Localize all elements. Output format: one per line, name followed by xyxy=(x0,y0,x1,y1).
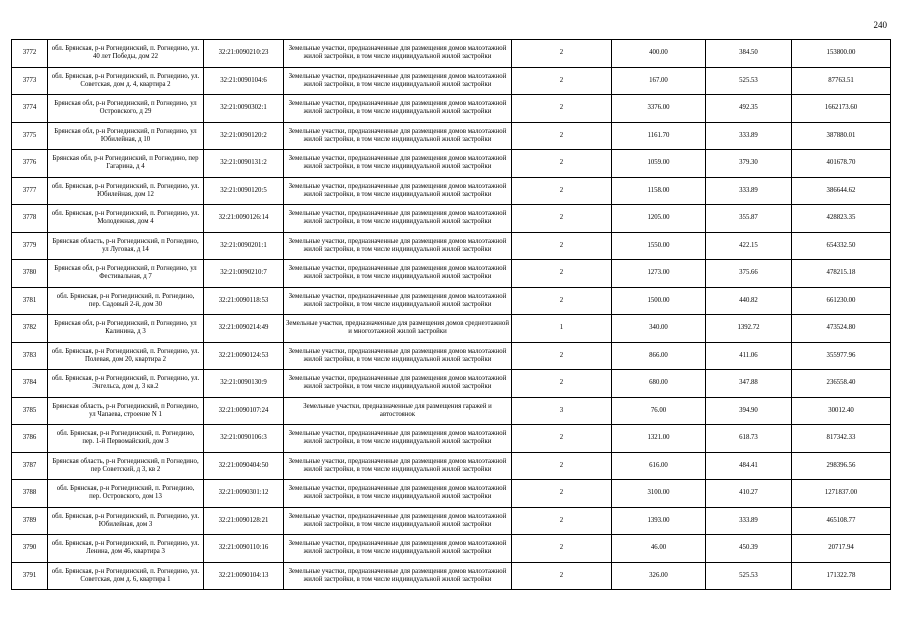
cadastral-number-cell: 32:21:0090302:1 xyxy=(204,95,284,123)
cadastral-number-cell: 32:21:0090128:21 xyxy=(204,507,284,535)
table-row xyxy=(12,480,891,508)
land-use-cell: Земельные участки, предназначенные для размещения домов малоэтажной жилой застройки, в том числе индивидуальной жилой застройки xyxy=(284,95,512,123)
address-cell: обл. Брянская, р-н Рогнединский, п. Рогнедино, ул. Советская, дом д. 4, квартира 2 xyxy=(48,67,204,95)
cadastral-value-cell: 478215.18 xyxy=(792,260,891,288)
cadastral-value-cell: 87763.51 xyxy=(792,67,891,95)
address-cell: обл. Брянская, р-н Рогнединский, п. Рогнедино, пер. 1-й Первомайский, дом 3 xyxy=(48,425,204,453)
land-use-cell: Земельные участки, предназначенные для размещения домов малоэтажной жилой застройки, в том числе индивидуальной жилой застройки xyxy=(284,232,512,260)
specific-value-cell: 525.53 xyxy=(706,67,792,95)
area-cell: 400.00 xyxy=(612,40,706,68)
group-cell: 2 xyxy=(512,150,612,178)
area-cell: 680.00 xyxy=(612,370,706,398)
land-use-cell: Земельные участки, предназначенные для размещения домов малоэтажной жилой застройки, в том числе индивидуальной жилой застройки xyxy=(284,177,512,205)
page-number: 240 xyxy=(873,20,887,30)
group-cell: 3 xyxy=(512,397,612,425)
table-row xyxy=(12,425,891,453)
group-cell: 2 xyxy=(512,342,612,370)
row-number-cell: 3774 xyxy=(12,95,48,123)
address-cell: обл. Брянская, р-н Рогнединский, п. Рогнедино, ул. Ленина, дом 46, квартира 3 xyxy=(48,535,204,563)
area-cell: 1321.00 xyxy=(612,425,706,453)
cadastral-number-cell: 32:21:0090210:7 xyxy=(204,260,284,288)
table-row xyxy=(12,205,891,233)
area-cell: 3376.00 xyxy=(612,95,706,123)
table-row xyxy=(12,177,891,205)
land-use-cell: Земельные участки, предназначенные для размещения домов малоэтажной жилой застройки, в том числе индивидуальной жилой застройки xyxy=(284,480,512,508)
cadastral-number-cell: 32:21:0090301:12 xyxy=(204,480,284,508)
specific-value-cell: 484.41 xyxy=(706,452,792,480)
row-number-cell: 3781 xyxy=(12,287,48,315)
cadastral-value-cell: 473524.80 xyxy=(792,315,891,343)
address-cell: Брянская область, р-н Рогнединский, п Рогнедино, пер Советский, д 3, кв 2 xyxy=(48,452,204,480)
specific-value-cell: 384.50 xyxy=(706,40,792,68)
land-use-cell: Земельные участки, предназначенные для размещения домов малоэтажной жилой застройки, в том числе индивидуальной жилой застройки xyxy=(284,452,512,480)
group-cell: 2 xyxy=(512,287,612,315)
specific-value-cell: 347.88 xyxy=(706,370,792,398)
address-cell: обл. Брянская, р-н Рогнединский, п. Рогнедино, ул. Юбилейная, дом 12 xyxy=(48,177,204,205)
cadastral-value-cell: 428823.35 xyxy=(792,205,891,233)
specific-value-cell: 1392.72 xyxy=(706,315,792,343)
table-row xyxy=(12,287,891,315)
row-number-cell: 3777 xyxy=(12,177,48,205)
cadastral-number-cell: 32:21:0090120:2 xyxy=(204,122,284,150)
specific-value-cell: 333.89 xyxy=(706,177,792,205)
area-cell: 46.00 xyxy=(612,535,706,563)
row-number-cell: 3782 xyxy=(12,315,48,343)
area-cell: 1393.00 xyxy=(612,507,706,535)
specific-value-cell: 394.90 xyxy=(706,397,792,425)
land-use-cell: Земельные участки, предназначенные для размещения домов малоэтажной жилой застройки, в том числе индивидуальной жилой застройки xyxy=(284,425,512,453)
cadastral-value-cell: 465108.77 xyxy=(792,507,891,535)
address-cell: обл. Брянская, р-н Рогнединский, п. Рогнедино, ул. Юбилейная, дом 3 xyxy=(48,507,204,535)
group-cell: 2 xyxy=(512,122,612,150)
table-row xyxy=(12,562,891,590)
group-cell: 2 xyxy=(512,370,612,398)
specific-value-cell: 379.30 xyxy=(706,150,792,178)
specific-value-cell: 333.89 xyxy=(706,122,792,150)
table-row xyxy=(12,232,891,260)
table-row xyxy=(12,260,891,288)
cadastral-number-cell: 32:21:0090104:6 xyxy=(204,67,284,95)
address-cell: Брянская обл, р-н Рогнединский, п Рогнедино, ул Островского, д 29 xyxy=(48,95,204,123)
cadastral-number-cell: 32:21:0090131:2 xyxy=(204,150,284,178)
row-number-cell: 3790 xyxy=(12,535,48,563)
group-cell: 2 xyxy=(512,40,612,68)
specific-value-cell: 440.82 xyxy=(706,287,792,315)
land-use-cell: Земельные участки, предназначенные для размещения домов среднеэтажной и многоэтажной жилой застройки xyxy=(284,315,512,343)
area-cell: 1273.00 xyxy=(612,260,706,288)
land-use-cell: Земельные участки, предназначенные для размещения домов малоэтажной жилой застройки, в том числе индивидуальной жилой застройки xyxy=(284,342,512,370)
specific-value-cell: 450.39 xyxy=(706,535,792,563)
group-cell: 2 xyxy=(512,177,612,205)
address-cell: Брянская область, р-н Рогнединский, п Рогнедино, ул Чапаева, строение N 1 xyxy=(48,397,204,425)
row-number-cell: 3784 xyxy=(12,370,48,398)
cadastral-number-cell: 32:21:0090104:13 xyxy=(204,562,284,590)
table-row xyxy=(12,122,891,150)
group-cell: 2 xyxy=(512,205,612,233)
address-cell: обл. Брянская, р-н Рогнединский, п. Рогнедино, ул. Молодежная, дом 4 xyxy=(48,205,204,233)
land-use-cell: Земельные участки, предназначенные для размещения домов малоэтажной жилой застройки, в том числе индивидуальной жилой застройки xyxy=(284,122,512,150)
table-row xyxy=(12,150,891,178)
cadastral-number-cell: 32:21:0090124:53 xyxy=(204,342,284,370)
cadastral-number-cell: 32:21:0090118:53 xyxy=(204,287,284,315)
table-row xyxy=(12,397,891,425)
area-cell: 1059.00 xyxy=(612,150,706,178)
cadastral-value-cell: 387880.01 xyxy=(792,122,891,150)
row-number-cell: 3776 xyxy=(12,150,48,178)
specific-value-cell: 333.89 xyxy=(706,507,792,535)
group-cell: 2 xyxy=(512,535,612,563)
land-use-cell: Земельные участки, предназначенные для размещения домов малоэтажной жилой застройки, в том числе индивидуальной жилой застройки xyxy=(284,287,512,315)
address-cell: Брянская обл, р-н Рогнединский, п Рогнедино, ул Фестивальная, д 7 xyxy=(48,260,204,288)
land-use-cell: Земельные участки, предназначенные для размещения домов малоэтажной жилой застройки, в том числе индивидуальной жилой застройки xyxy=(284,205,512,233)
cadastral-value-cell: 401678.70 xyxy=(792,150,891,178)
table-row xyxy=(12,342,891,370)
group-cell: 2 xyxy=(512,452,612,480)
area-cell: 616.00 xyxy=(612,452,706,480)
area-cell: 1205.00 xyxy=(612,205,706,233)
area-cell: 1500.00 xyxy=(612,287,706,315)
cadastral-number-cell: 32:21:0090210:23 xyxy=(204,40,284,68)
land-use-cell: Земельные участки, предназначенные для размещения домов малоэтажной жилой застройки, в том числе индивидуальной жилой застройки xyxy=(284,535,512,563)
row-number-cell: 3773 xyxy=(12,67,48,95)
address-cell: обл. Брянская, р-н Рогнединский, п. Рогнедино, пер. Островского, дом 13 xyxy=(48,480,204,508)
land-use-cell: Земельные участки, предназначенные для размещения домов малоэтажной жилой застройки, в том числе индивидуальной жилой застройки xyxy=(284,507,512,535)
row-number-cell: 3789 xyxy=(12,507,48,535)
area-cell: 167.00 xyxy=(612,67,706,95)
cadastral-value-cell: 654332.50 xyxy=(792,232,891,260)
cadastral-value-table xyxy=(11,39,891,590)
cadastral-value-cell: 355977.96 xyxy=(792,342,891,370)
row-number-cell: 3772 xyxy=(12,40,48,68)
cadastral-number-cell: 32:21:0090214:49 xyxy=(204,315,284,343)
group-cell: 2 xyxy=(512,95,612,123)
group-cell: 2 xyxy=(512,507,612,535)
cadastral-number-cell: 32:21:0090130:9 xyxy=(204,370,284,398)
land-use-cell: Земельные участки, предназначенные для размещения домов малоэтажной жилой застройки, в том числе индивидуальной жилой застройки xyxy=(284,562,512,590)
table-row xyxy=(12,315,891,343)
area-cell: 3100.00 xyxy=(612,480,706,508)
address-cell: обл. Брянская, р-н Рогнединский, п. Рогнедино, ул. Энгельса, дом д. 3 кв.2 xyxy=(48,370,204,398)
table-row xyxy=(12,40,891,68)
cadastral-value-cell: 386644.62 xyxy=(792,177,891,205)
area-cell: 1161.70 xyxy=(612,122,706,150)
cadastral-number-cell: 32:21:0090106:3 xyxy=(204,425,284,453)
group-cell: 2 xyxy=(512,260,612,288)
area-cell: 1550.00 xyxy=(612,232,706,260)
group-cell: 2 xyxy=(512,232,612,260)
address-cell: обл. Брянская, р-н Рогнединский, п. Рогнедино, ул. Полевая, дом 20, квартира 2 xyxy=(48,342,204,370)
land-use-cell: Земельные участки, предназначенные для размещения домов малоэтажной жилой застройки, в том числе индивидуальной жилой застройки xyxy=(284,260,512,288)
cadastral-number-cell: 32:21:0090404:50 xyxy=(204,452,284,480)
land-use-cell: Земельные участки, предназначенные для размещения домов малоэтажной жилой застройки, в том числе индивидуальной жилой застройки xyxy=(284,40,512,68)
group-cell: 2 xyxy=(512,425,612,453)
area-cell: 866.00 xyxy=(612,342,706,370)
row-number-cell: 3780 xyxy=(12,260,48,288)
area-cell: 76.00 xyxy=(612,397,706,425)
address-cell: Брянская обл, р-н Рогнединский, п Рогнедино, ул Калинина, д 3 xyxy=(48,315,204,343)
cadastral-value-cell: 171322.78 xyxy=(792,562,891,590)
group-cell: 2 xyxy=(512,480,612,508)
specific-value-cell: 422.15 xyxy=(706,232,792,260)
row-number-cell: 3783 xyxy=(12,342,48,370)
row-number-cell: 3787 xyxy=(12,452,48,480)
row-number-cell: 3779 xyxy=(12,232,48,260)
cadastral-number-cell: 32:21:0090107:24 xyxy=(204,397,284,425)
row-number-cell: 3778 xyxy=(12,205,48,233)
cadastral-value-cell: 20717.94 xyxy=(792,535,891,563)
cadastral-value-cell: 30012.40 xyxy=(792,397,891,425)
specific-value-cell: 618.73 xyxy=(706,425,792,453)
area-cell: 340.00 xyxy=(612,315,706,343)
address-cell: Брянская обл, р-н Рогнединский, п Рогнедино, пер Гагарина, д 4 xyxy=(48,150,204,178)
group-cell: 2 xyxy=(512,562,612,590)
specific-value-cell: 355.87 xyxy=(706,205,792,233)
address-cell: обл. Брянская, р-н Рогнединский, п. Рогнедино, ул. 40 лет Победы, дом 22 xyxy=(48,40,204,68)
table-body xyxy=(12,40,891,590)
table-row xyxy=(12,452,891,480)
specific-value-cell: 492.35 xyxy=(706,95,792,123)
cadastral-number-cell: 32:21:0090126:14 xyxy=(204,205,284,233)
row-number-cell: 3775 xyxy=(12,122,48,150)
address-cell: обл. Брянская, р-н Рогнединский, п. Рогнедино, ул. Советская, дом д. 6, квартира 1 xyxy=(48,562,204,590)
cadastral-value-cell: 1662173.60 xyxy=(792,95,891,123)
land-use-cell: Земельные участки, предназначенные для размещения домов малоэтажной жилой застройки, в том числе индивидуальной жилой застройки xyxy=(284,150,512,178)
cadastral-value-cell: 1271837.00 xyxy=(792,480,891,508)
cadastral-value-cell: 236558.40 xyxy=(792,370,891,398)
cadastral-number-cell: 32:21:0090110:16 xyxy=(204,535,284,563)
table-row xyxy=(12,507,891,535)
land-use-cell: Земельные участки, предназначенные для размещения домов малоэтажной жилой застройки, в том числе индивидуальной жилой застройки xyxy=(284,370,512,398)
land-use-cell: Земельные участки, предназначенные для размещения домов малоэтажной жилой застройки, в том числе индивидуальной жилой застройки xyxy=(284,67,512,95)
specific-value-cell: 411.06 xyxy=(706,342,792,370)
land-use-cell: Земельные участки, предназначенные для размещения гаражей и автостоянок xyxy=(284,397,512,425)
cadastral-number-cell: 32:21:0090201:1 xyxy=(204,232,284,260)
specific-value-cell: 410.27 xyxy=(706,480,792,508)
group-cell: 2 xyxy=(512,67,612,95)
cadastral-value-cell: 817342.33 xyxy=(792,425,891,453)
specific-value-cell: 375.66 xyxy=(706,260,792,288)
table-row xyxy=(12,370,891,398)
table-row xyxy=(12,67,891,95)
row-number-cell: 3785 xyxy=(12,397,48,425)
cadastral-value-cell: 661230.00 xyxy=(792,287,891,315)
area-cell: 326.00 xyxy=(612,562,706,590)
cadastral-value-cell: 153800.00 xyxy=(792,40,891,68)
cadastral-value-cell: 298396.56 xyxy=(792,452,891,480)
address-cell: обл. Брянская, р-н Рогнединский, п. Рогнедино, пер. Садовый 2-й, дом 30 xyxy=(48,287,204,315)
group-cell: 1 xyxy=(512,315,612,343)
cadastral-number-cell: 32:21:0090120:5 xyxy=(204,177,284,205)
area-cell: 1158.00 xyxy=(612,177,706,205)
specific-value-cell: 525.53 xyxy=(706,562,792,590)
row-number-cell: 3786 xyxy=(12,425,48,453)
address-cell: Брянская обл, р-н Рогнединский, п Рогнедино, ул Юбилейная, д 10 xyxy=(48,122,204,150)
table-row xyxy=(12,535,891,563)
row-number-cell: 3791 xyxy=(12,562,48,590)
row-number-cell: 3788 xyxy=(12,480,48,508)
address-cell: Брянская область, р-н Рогнединский, п Рогнедино, ул Луговая, д 14 xyxy=(48,232,204,260)
table-row xyxy=(12,95,891,123)
